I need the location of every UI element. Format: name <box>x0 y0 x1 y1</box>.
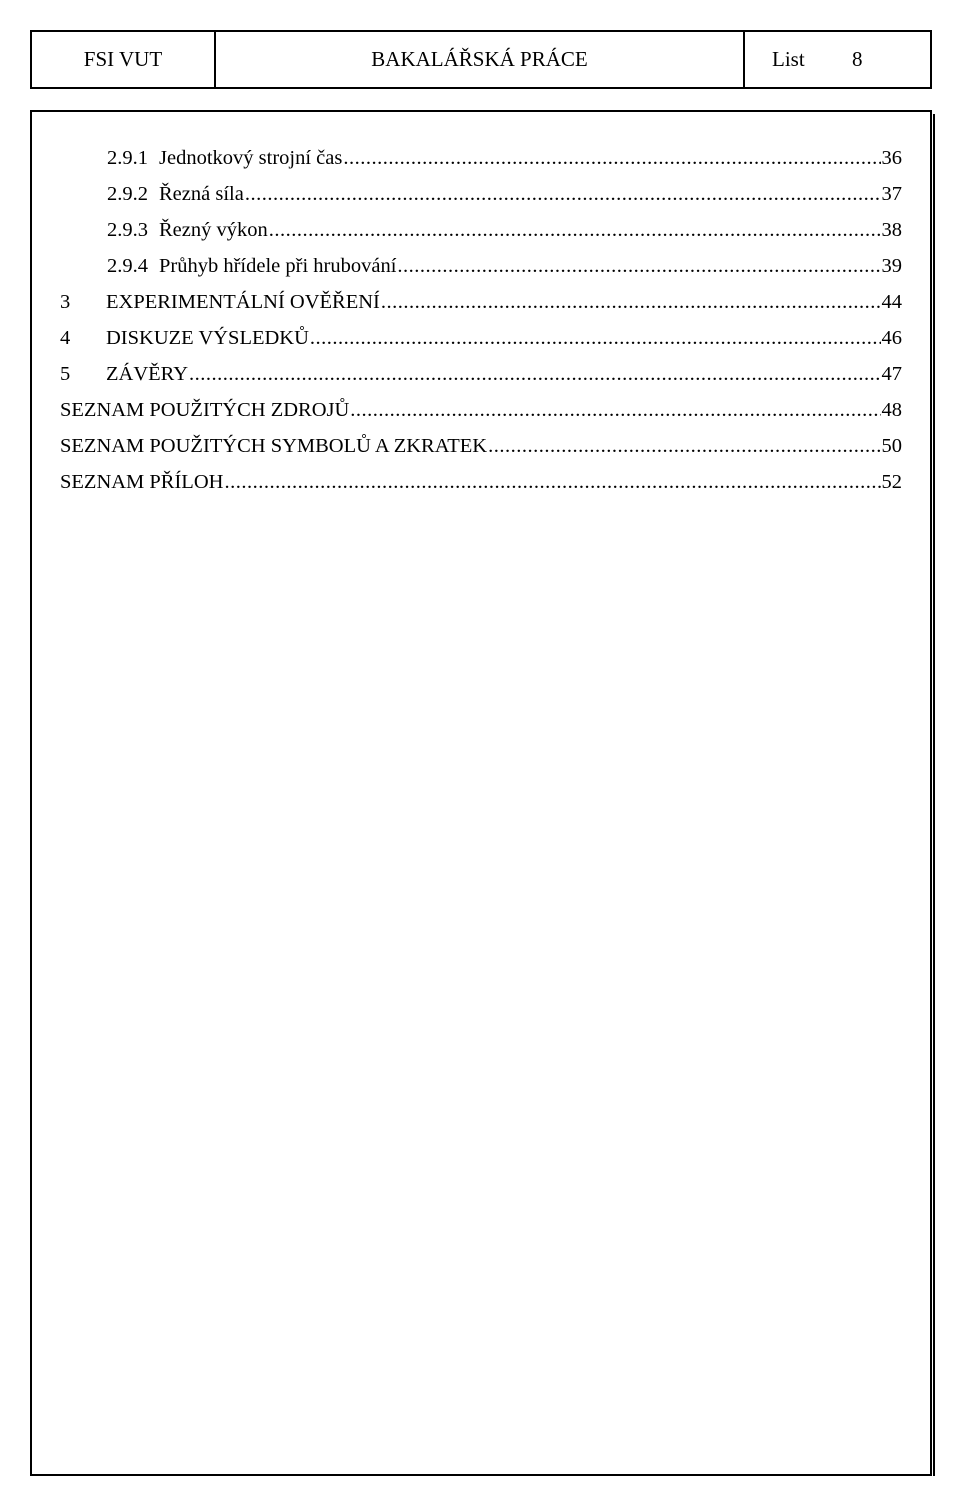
toc-entry-page: 47 <box>881 363 902 385</box>
page-header <box>30 30 932 89</box>
toc-leader-dots <box>245 176 881 212</box>
toc-entry-title: Jednotkový strojní čas <box>159 147 343 169</box>
toc-entry-number: 3 <box>60 291 71 313</box>
toc-entry-number: 2.9.1 <box>107 147 148 169</box>
toc-entry-number: 2.9.3 <box>107 219 148 241</box>
toc-entry-title: EXPERIMENTÁLNÍ OVĚŘENÍ <box>106 291 380 313</box>
toc-entry-title: DISKUZE VÝSLEDKŮ <box>106 327 309 349</box>
sheet-info <box>745 32 930 87</box>
toc-entry-page: 52 <box>881 471 902 493</box>
toc-leader-dots <box>343 140 880 176</box>
toc-entry[interactable] <box>60 176 902 212</box>
toc-entry-page: 50 <box>881 435 902 457</box>
toc-entry-number: 4 <box>60 327 71 349</box>
toc-entry-title: Řezná síla <box>159 183 244 205</box>
toc-entry[interactable] <box>60 320 902 356</box>
toc-leader-dots <box>350 392 880 428</box>
toc-leader-dots <box>269 212 881 248</box>
toc-entry-page: 44 <box>881 291 902 313</box>
toc-entry-number: 2.9.2 <box>107 183 148 205</box>
toc-entry-title: SEZNAM PŘÍLOH <box>60 471 224 493</box>
toc-entry[interactable] <box>60 140 902 176</box>
toc-entry-page: 38 <box>881 219 902 241</box>
toc-entry-page: 36 <box>881 147 902 169</box>
toc-entry-title: Řezný výkon <box>159 219 268 241</box>
toc-leader-dots <box>397 248 880 284</box>
page-frame <box>30 110 932 1476</box>
toc-entry-title: Průhyb hřídele při hrubování <box>159 255 397 277</box>
toc-entry[interactable] <box>60 248 902 284</box>
sheet-label: List <box>772 47 805 71</box>
toc-entry-page: 37 <box>881 183 902 205</box>
toc-leader-dots <box>488 428 880 464</box>
toc-entry-page: 48 <box>881 399 902 421</box>
toc-entry[interactable] <box>60 212 902 248</box>
toc-entry-page: 39 <box>881 255 902 277</box>
toc-leader-dots <box>224 464 880 500</box>
toc-entry-title: SEZNAM POUŽITÝCH SYMBOLŮ A ZKRATEK <box>60 435 488 457</box>
toc-entry-title: ZÁVĚRY <box>106 363 188 385</box>
toc-entry[interactable] <box>60 284 902 320</box>
toc-entry-title: SEZNAM POUŽITÝCH ZDROJŮ <box>60 399 350 421</box>
toc-leader-dots <box>189 356 881 392</box>
toc-entry[interactable] <box>60 392 902 428</box>
toc-entry[interactable] <box>60 356 902 392</box>
toc-entry[interactable] <box>60 464 902 500</box>
table-of-contents <box>60 140 902 500</box>
institution-name: FSI VUT <box>32 32 216 87</box>
toc-entry-number: 5 <box>60 363 71 385</box>
toc-entry[interactable] <box>60 428 902 464</box>
toc-entry-page: 46 <box>881 327 902 349</box>
document-type: BAKALÁŘSKÁ PRÁCE <box>216 32 745 87</box>
toc-leader-dots <box>310 320 881 356</box>
toc-entry-number: 2.9.4 <box>107 255 148 277</box>
sheet-number: 8 <box>852 47 863 71</box>
toc-leader-dots <box>381 284 881 320</box>
